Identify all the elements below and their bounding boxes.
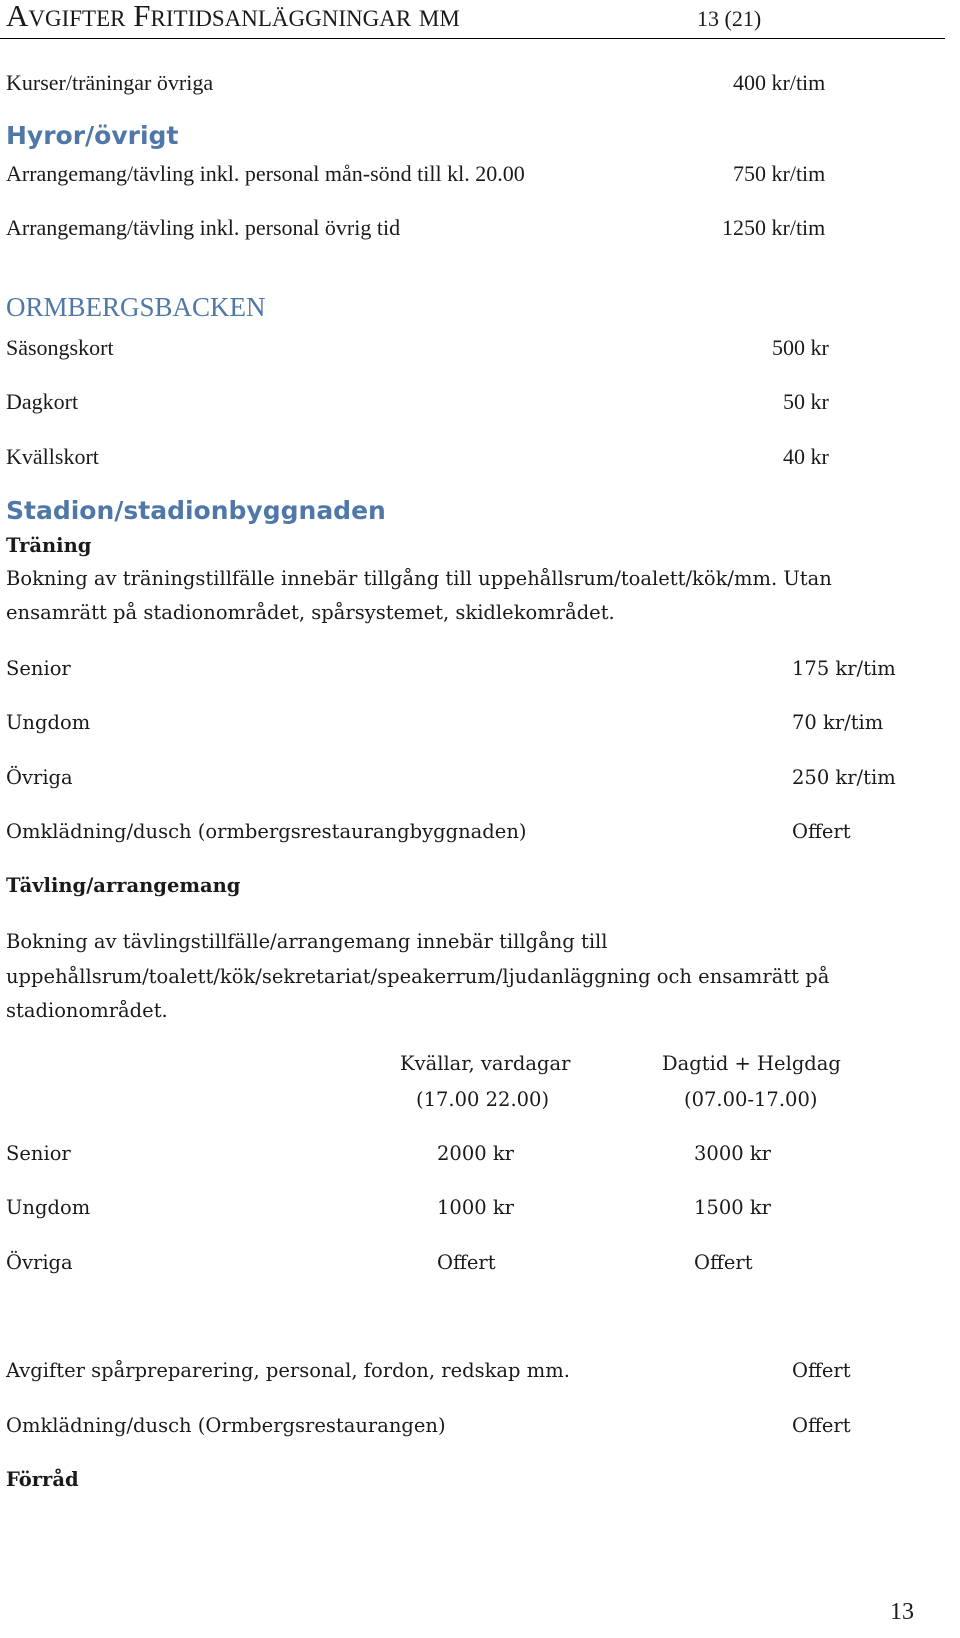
column-header-kvallar: Kvällar, vardagar <box>400 1052 571 1075</box>
row-value: 1250 kr/tim <box>722 215 826 240</box>
title-rest-1: VGIFTER <box>28 6 126 31</box>
row-label: Övriga <box>6 766 73 789</box>
row-value: 70 kr/tim <box>792 711 884 734</box>
row-value: 750 kr/tim <box>733 161 826 186</box>
row-value-kvallar: 1000 kr <box>437 1196 514 1219</box>
row-value: Offert <box>792 820 851 843</box>
page-reference: 13 (21) <box>697 6 762 31</box>
row-value: 50 kr <box>783 389 829 414</box>
row-label: Arrangemang/tävling inkl. personal mån-sönd till kl. 20.00 <box>6 161 525 186</box>
subheading-traning: Träning <box>6 534 92 557</box>
row-label: Avgifter spårpreparering, personal, fordon, redskap mm. <box>6 1359 570 1382</box>
title-cap-1: A <box>6 0 29 33</box>
column-header-kvallar-time: (17.00 22.00) <box>416 1088 550 1111</box>
tavling-description-line3: stadionområdet. <box>6 999 168 1022</box>
row-label: Säsongskort <box>6 335 114 360</box>
row-value: Offert <box>792 1359 851 1382</box>
row-value-dagtid: 3000 kr <box>694 1142 771 1165</box>
row-label: Dagkort <box>6 389 79 414</box>
row-label: Kurser/träningar övriga <box>6 70 214 95</box>
tavling-description-line1: Bokning av tävlingstillfälle/arrangemang innebär tillgång till <box>6 930 608 953</box>
row-label: Senior <box>6 657 71 680</box>
row-label: Omklädning/dusch (ormbergsrestaurangbyggnaden) <box>6 820 527 843</box>
row-value: 250 kr/tim <box>792 766 896 789</box>
section-heading-hyror: Hyror/övrigt <box>6 121 179 150</box>
title-rest-2: RITIDSANLÄGGNINGAR <box>150 6 412 31</box>
row-value: Offert <box>792 1414 851 1437</box>
column-header-dagtid-time: (07.00-17.00) <box>684 1088 818 1111</box>
row-label: Arrangemang/tävling inkl. personal övrig tid <box>6 215 401 240</box>
tavling-description-line2: uppehållsrum/toalett/kök/sekretariat/speakerrum/ljudanläggning och ensamrätt på <box>6 965 830 988</box>
title-rest-3: MM <box>418 6 460 31</box>
row-label: Ungdom <box>6 711 91 734</box>
traning-description-line2: ensamrätt på stadionområdet, spårsystemet, skidlekområdet. <box>6 601 615 624</box>
subheading-tavling: Tävling/arrangemang <box>6 874 241 897</box>
traning-description-line1: Bokning av träningstillfälle innebär tillgång till uppehållsrum/toalett/kök/mm. Utan <box>6 567 832 590</box>
row-value: 400 kr/tim <box>733 70 826 95</box>
row-value-dagtid: 1500 kr <box>694 1196 771 1219</box>
header-rule <box>0 38 945 39</box>
row-label: Övriga <box>6 1251 73 1274</box>
row-value: 175 kr/tim <box>792 657 896 680</box>
row-value-dagtid: Offert <box>694 1251 753 1274</box>
row-value: 40 kr <box>783 444 829 469</box>
row-label: Ungdom <box>6 1196 91 1219</box>
page-number: 13 <box>890 1599 914 1625</box>
row-label: Kvällskort <box>6 444 99 469</box>
section-heading-stadion: Stadion/stadionbyggnaden <box>6 496 386 525</box>
row-value-kvallar: 2000 kr <box>437 1142 514 1165</box>
column-header-dagtid: Dagtid + Helgdag <box>662 1052 841 1075</box>
row-label: Omklädning/dusch (Ormbergsrestaurangen) <box>6 1414 446 1437</box>
row-value-kvallar: Offert <box>437 1251 496 1274</box>
title-cap-2: F <box>133 0 151 33</box>
section-heading-ormbergsbacken: ORMBERGSBACKEN <box>6 292 266 322</box>
row-label: Senior <box>6 1142 71 1165</box>
subheading-forrad: Förråd <box>6 1468 79 1491</box>
row-value: 500 kr <box>772 335 829 360</box>
page-title <box>6 0 460 34</box>
